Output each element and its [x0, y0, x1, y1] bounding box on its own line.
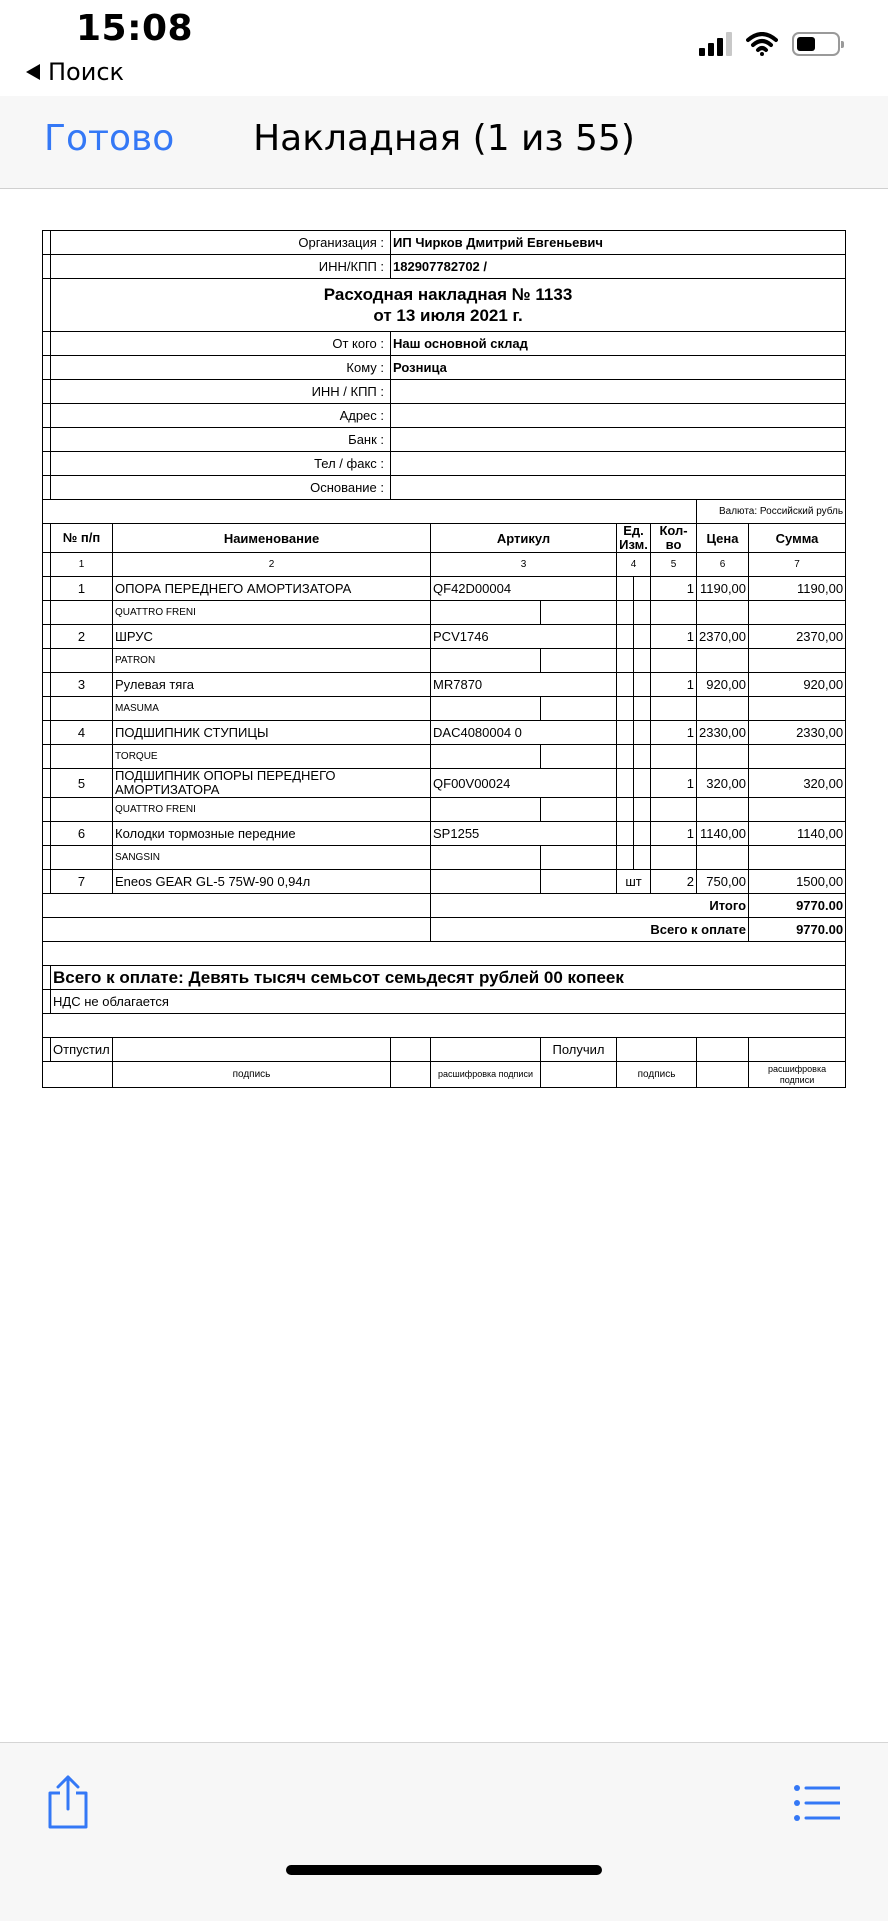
- item-number: 6: [51, 822, 113, 846]
- item-article: PCV1746: [431, 625, 617, 649]
- decode-caption: расшифровка подписи: [431, 1062, 541, 1088]
- items-header-row: [43, 524, 846, 553]
- bank-row: [43, 428, 846, 452]
- org-label: Организация :: [51, 231, 391, 255]
- basis-label: Основание :: [51, 476, 391, 500]
- item-brand: TORQUE: [113, 745, 431, 769]
- invoice-number: Расходная накладная № 1133: [323, 285, 573, 304]
- cellular-signal-icon: [699, 32, 732, 56]
- column-numbers-row: [43, 553, 846, 577]
- basis-row: [43, 476, 846, 500]
- status-icons: [699, 32, 840, 56]
- header-article: Артикул: [431, 524, 617, 553]
- pay-label: Всего к оплате: [431, 918, 749, 942]
- clock: 15:08: [76, 8, 194, 49]
- total-row: [43, 894, 846, 918]
- item-brand: QUATTRO FRENI: [113, 798, 431, 822]
- item-price: 2330,00: [697, 721, 749, 745]
- signatures-row: [43, 1038, 846, 1062]
- table-row: [43, 721, 846, 745]
- colnum-7: 7: [749, 553, 846, 577]
- from-value: Наш основной склад: [391, 332, 846, 356]
- amount-in-words: Всего к оплате: Девять тысяч семьсот семьдесят рублей 00 копеек: [51, 966, 846, 990]
- item-number: 3: [51, 673, 113, 697]
- item-article: QF42D00004: [431, 577, 617, 601]
- decode-caption: расшифровка подписи: [749, 1062, 846, 1088]
- navigation-bar: [0, 96, 888, 189]
- colnum-2: 2: [113, 553, 431, 577]
- sign-caption: подпись: [617, 1062, 697, 1088]
- share-icon[interactable]: [46, 1775, 90, 1829]
- back-arrow-icon: [26, 64, 40, 80]
- brand-row: [43, 697, 846, 721]
- header-name: Наименование: [113, 524, 431, 553]
- item-price: 920,00: [697, 673, 749, 697]
- item-price: 1140,00: [697, 822, 749, 846]
- item-brand: MASUMA: [113, 697, 431, 721]
- item-number: 2: [51, 625, 113, 649]
- title-row: [43, 279, 846, 332]
- page-title: Накладная (1 из 55): [253, 118, 635, 159]
- vat-row: [43, 990, 846, 1014]
- item-qty: 1: [651, 769, 697, 798]
- header-qty: Кол-во: [651, 524, 697, 553]
- table-row: [43, 769, 846, 798]
- received-label: Получил: [541, 1038, 617, 1062]
- header-unit: Ед. Изм.: [617, 524, 651, 553]
- item-price: 750,00: [697, 870, 749, 894]
- item-sum: 2370,00: [749, 625, 846, 649]
- total-value: 9770.00: [749, 894, 846, 918]
- brand-row: [43, 745, 846, 769]
- header-sum: Сумма: [749, 524, 846, 553]
- invoice-date: от 13 июля 2021 г.: [373, 306, 523, 325]
- item-price: 2370,00: [697, 625, 749, 649]
- item-number: 7: [51, 870, 113, 894]
- home-indicator: [286, 1865, 602, 1875]
- to-value: Розница: [391, 356, 846, 380]
- spacer-row: [43, 942, 846, 966]
- table-row: [43, 625, 846, 649]
- item-sum: 1140,00: [749, 822, 846, 846]
- spacer-row: [43, 1014, 846, 1038]
- invoice-document: [42, 230, 845, 1088]
- signature-captions-row: [43, 1062, 846, 1088]
- wifi-icon: [746, 32, 778, 56]
- colnum-5: 5: [651, 553, 697, 577]
- invoice-table: [42, 230, 846, 1088]
- item-name: ПОДШИПНИК СТУПИЦЫ: [113, 721, 431, 745]
- item-price: 320,00: [697, 769, 749, 798]
- colnum-6: 6: [697, 553, 749, 577]
- table-row: [43, 822, 846, 846]
- table-row: [43, 870, 846, 894]
- table-row: [43, 577, 846, 601]
- header-num: № п/п: [51, 524, 113, 553]
- table-row: [43, 673, 846, 697]
- inn-row: [43, 255, 846, 279]
- brand-row: [43, 798, 846, 822]
- item-brand: SANGSIN: [113, 846, 431, 870]
- colnum-3: 3: [431, 553, 617, 577]
- item-number: 4: [51, 721, 113, 745]
- item-number: 1: [51, 577, 113, 601]
- item-qty: 2: [651, 870, 697, 894]
- colnum-4: 4: [617, 553, 651, 577]
- inn-label: ИНН/КПП :: [51, 255, 391, 279]
- invoice-title: [51, 279, 846, 332]
- item-qty: 1: [651, 625, 697, 649]
- item-qty: 1: [651, 822, 697, 846]
- item-article: SP1255: [431, 822, 617, 846]
- colnum-1: 1: [51, 553, 113, 577]
- bottom-toolbar: [0, 1742, 888, 1921]
- total-label: Итого: [431, 894, 749, 918]
- sign-caption: подпись: [113, 1062, 391, 1088]
- item-price: 1190,00: [697, 577, 749, 601]
- battery-icon: [792, 32, 840, 56]
- item-article: QF00V00024: [431, 769, 617, 798]
- back-to-search[interactable]: [26, 58, 124, 86]
- amount-words-row: [43, 966, 846, 990]
- item-sum: 1190,00: [749, 577, 846, 601]
- list-icon[interactable]: [794, 1785, 840, 1821]
- item-number: 5: [51, 769, 113, 798]
- item-name: Рулевая тяга: [113, 673, 431, 697]
- item-qty: 1: [651, 673, 697, 697]
- item-name: ШРУС: [113, 625, 431, 649]
- item-sum: 1500,00: [749, 870, 846, 894]
- from-label: От кого :: [51, 332, 391, 356]
- header-price: Цена: [697, 524, 749, 553]
- inn2-row: [43, 380, 846, 404]
- released-label: Отпустил: [51, 1038, 113, 1062]
- org-value: ИП Чирков Дмитрий Евгеньевич: [391, 231, 846, 255]
- item-qty: 1: [651, 577, 697, 601]
- inn2-label: ИНН / КПП :: [51, 380, 391, 404]
- from-row: [43, 332, 846, 356]
- item-name: Колодки тормозные передние: [113, 822, 431, 846]
- pay-value: 9770.00: [749, 918, 846, 942]
- status-bar: [0, 0, 888, 92]
- item-article: DAC4080004 0: [431, 721, 617, 745]
- to-row: [43, 356, 846, 380]
- to-label: Кому :: [51, 356, 391, 380]
- brand-row: [43, 649, 846, 673]
- item-name: ОПОРА ПЕРЕДНЕГО АМОРТИЗАТОРА: [113, 577, 431, 601]
- brand-row: [43, 601, 846, 625]
- pay-row: [43, 918, 846, 942]
- item-name: Eneos GEAR GL-5 75W-90 0,94л: [113, 870, 431, 894]
- currency-label: Валюта: Российский рубль: [697, 500, 846, 524]
- phone-label: Тел / факс :: [51, 452, 391, 476]
- address-label: Адрес :: [51, 404, 391, 428]
- inn-value: 182907782702 /: [391, 255, 846, 279]
- back-label: Поиск: [48, 58, 125, 86]
- vat-note: НДС не облагается: [51, 990, 846, 1014]
- item-sum: 2330,00: [749, 721, 846, 745]
- address-row: [43, 404, 846, 428]
- currency-row: [43, 500, 846, 524]
- item-brand: PATRON: [113, 649, 431, 673]
- item-unit: шт: [617, 870, 651, 894]
- item-sum: 320,00: [749, 769, 846, 798]
- item-name: ПОДШИПНИК ОПОРЫ ПЕРЕДНЕГО АМОРТИЗАТОРА: [113, 769, 431, 798]
- item-qty: 1: [651, 721, 697, 745]
- phone-row: [43, 452, 846, 476]
- org-row: [43, 231, 846, 255]
- item-brand: QUATTRO FRENI: [113, 601, 431, 625]
- brand-row: [43, 846, 846, 870]
- item-article: MR7870: [431, 673, 617, 697]
- item-sum: 920,00: [749, 673, 846, 697]
- done-button[interactable]: Готово: [44, 118, 175, 159]
- bank-label: Банк :: [51, 428, 391, 452]
